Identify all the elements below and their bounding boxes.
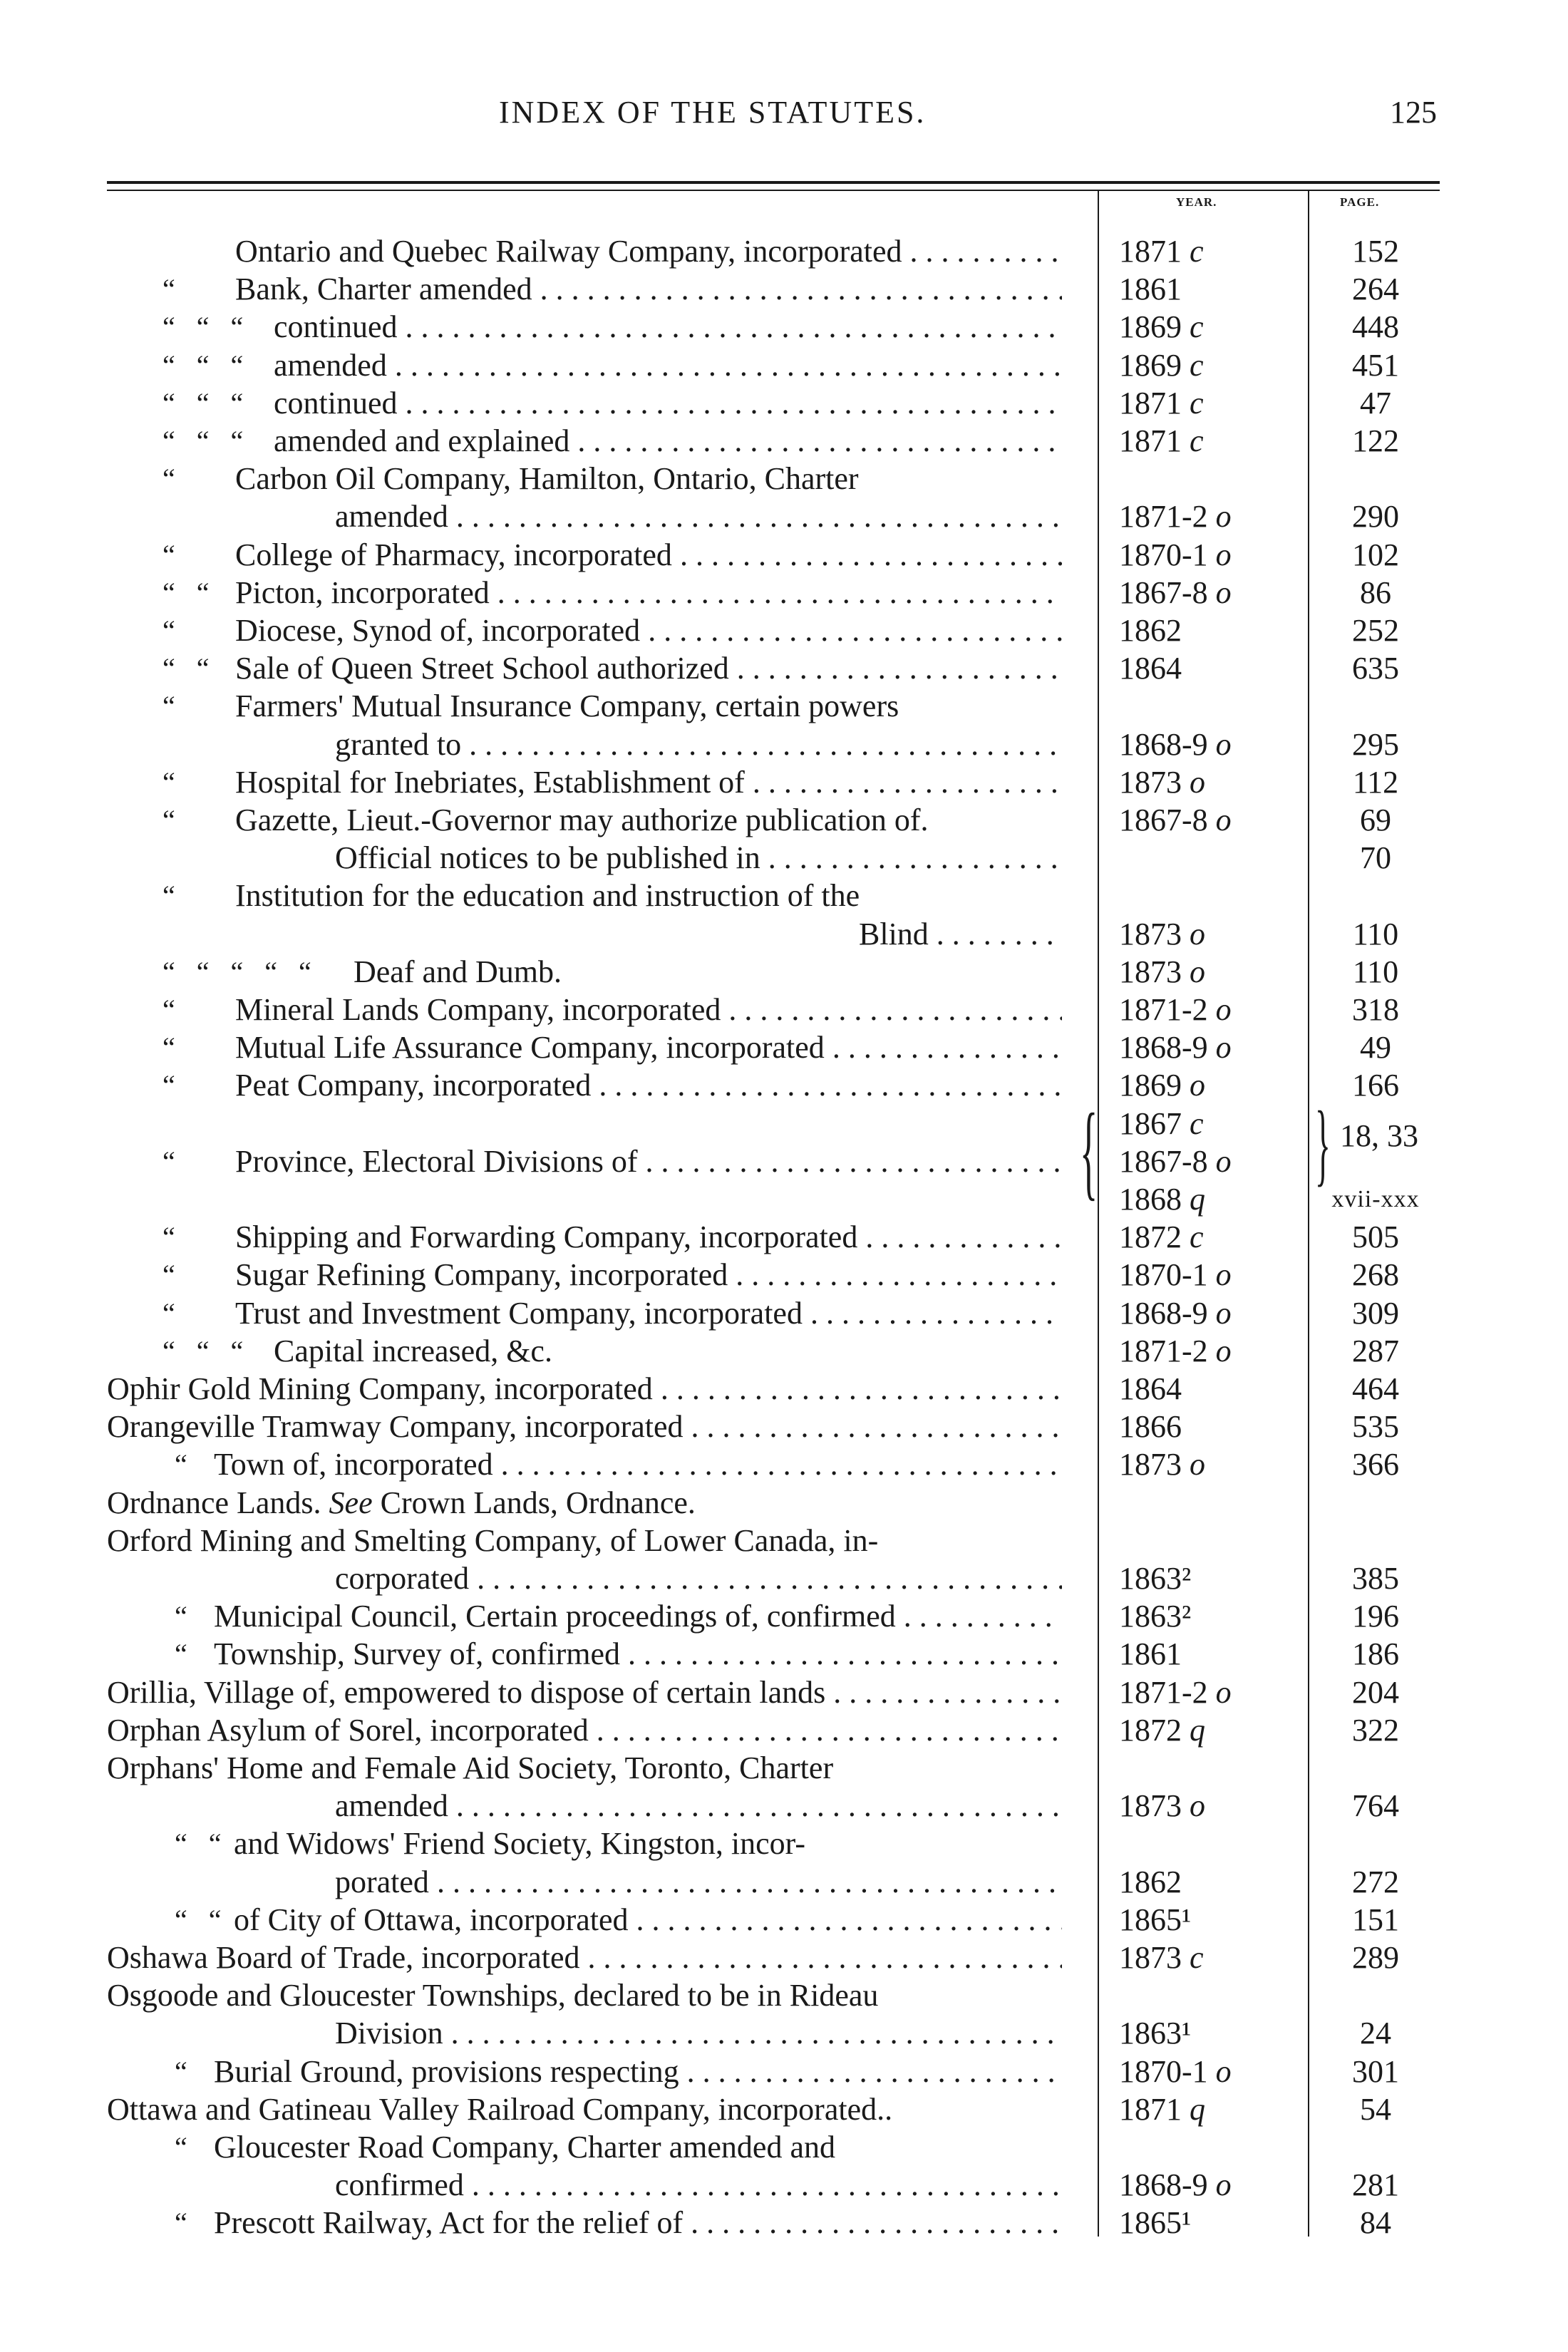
ditto-marks: “ — [163, 1259, 175, 1291]
entry-text: Oshawa Board of Trade, incorporated . . . — [107, 1939, 1062, 1977]
ditto-marks: “ — [163, 994, 175, 1026]
entry-page: 309 — [1352, 1296, 1399, 1331]
entry-text: Orillia, Village of, empowered to dispose of certain lands . . . — [107, 1673, 1062, 1712]
page-number: 125 — [1390, 95, 1437, 130]
index-entry — [0, 991, 1568, 1029]
entry-page: 49 — [1360, 1030, 1391, 1065]
entry-text: confirmed . . . — [335, 2166, 1062, 2204]
index-entry — [0, 1635, 1568, 1673]
entry-text: Burial Ground, provisions respecting . . . — [214, 2053, 1062, 2091]
entry-text: continued . . . — [274, 384, 1062, 423]
index-entry — [0, 763, 1568, 802]
index-entry — [0, 1559, 1568, 1598]
index-entry — [0, 308, 1568, 346]
entry-page: 84 — [1360, 2205, 1391, 2240]
entry-text: Blind . . . — [859, 915, 1062, 954]
index-entry — [0, 1711, 1568, 1750]
entry-year: 1868-9 o — [1119, 1296, 1232, 1331]
ditto-marks: “ — [163, 463, 175, 495]
index-entry — [0, 839, 1568, 877]
ditto-marks: “ “ “ — [163, 349, 244, 381]
entry-text: amended . . . — [335, 497, 1062, 536]
entry-year: 1873 o — [1119, 765, 1205, 800]
entry-text: corporated . . . — [335, 1559, 1062, 1598]
entry-text: Orangeville Tramway Company, incorporated . . . — [107, 1408, 1062, 1446]
entry-text: amended . . . — [335, 1787, 1062, 1825]
entry-page: 290 — [1352, 499, 1399, 534]
entry-text: Ophir Gold Mining Company, incorporated . . . — [107, 1370, 1062, 1408]
entry-text: of City of Ottawa, incorporated . . . — [234, 1901, 1062, 1939]
index-entry — [0, 1218, 1568, 1257]
index-entry — [0, 1484, 1568, 1522]
entry-text: Official notices to be published in . . . — [335, 839, 1062, 877]
ditto-marks: “ “ “ — [163, 425, 244, 457]
entry-text: Province, Electoral Divisions of . . . — [235, 1143, 1062, 1181]
page-title: INDEX OF THE STATUTES. — [499, 95, 927, 130]
entry-text: Capital increased, &c. — [274, 1334, 552, 1368]
entry-text: Orphan Asylum of Sorel, incorporated . . . — [107, 1711, 1062, 1750]
entry-page: 295 — [1352, 727, 1399, 762]
ditto-marks: “ — [175, 1638, 187, 1670]
index-entry — [0, 1976, 1568, 2015]
ditto-marks: “ — [163, 766, 175, 798]
entry-text: Trust and Investment Company, incorporated . . . — [235, 1294, 1062, 1333]
entry-text: continued . . . — [274, 308, 1062, 346]
index-entry — [0, 232, 1568, 271]
index-entry — [0, 1787, 1568, 1825]
entry-page: 110 — [1352, 917, 1399, 951]
entry-page: 47 — [1360, 386, 1391, 421]
index-entry — [0, 1370, 1568, 1408]
index-entry — [0, 1256, 1568, 1294]
index-entry — [0, 1408, 1568, 1446]
entry-year: 1868-9 o — [1119, 727, 1232, 762]
entry-text: Division . . . — [335, 2014, 1062, 2053]
entry-text: Town of, incorporated . . . — [214, 1445, 1062, 1484]
entry-text: Ottawa and Gatineau Valley Railroad Company, incorporated.. — [107, 2092, 893, 2127]
entry-year: 1871-2 o — [1119, 992, 1232, 1027]
index-entry — [0, 384, 1568, 423]
entry-page: 281 — [1352, 2167, 1399, 2202]
entry-text: and Widows' Friend Society, Kingston, incor- — [234, 1826, 806, 1861]
index-entry — [0, 346, 1568, 385]
ditto-marks: “ — [175, 2131, 187, 2163]
ditto-marks: “ — [163, 804, 175, 836]
entry-page: 451 — [1352, 348, 1399, 383]
ditto-marks: “ — [163, 1031, 175, 1063]
index-entry — [0, 1825, 1568, 1863]
ditto-marks: “ “ — [175, 1827, 222, 1860]
entry-page: 252 — [1352, 613, 1399, 648]
entry-text: granted to . . . — [335, 726, 1062, 764]
entry-year: 1872 c — [1119, 1219, 1204, 1254]
index-entry — [0, 1863, 1568, 1902]
entry-year: 1865¹ — [1119, 1902, 1192, 1937]
entry-page: 151 — [1352, 1902, 1399, 1937]
index-entry — [0, 1673, 1568, 1712]
entry-page: 268 — [1352, 1257, 1399, 1292]
entry-year: 1870-1 o — [1119, 537, 1232, 572]
entry-year: 1865¹ — [1119, 2205, 1192, 2240]
entry-text: Hospital for Inebriates, Establishment of . . . — [235, 763, 1062, 802]
index-entry — [0, 877, 1568, 915]
entry-year: 1863¹ — [1119, 2016, 1192, 2051]
entry-year: 1871-2 o — [1119, 1334, 1232, 1368]
entry-text: Bank, Charter amended . . . — [235, 270, 1062, 309]
entry-year: 1871 c — [1119, 423, 1204, 458]
entry-page: 264 — [1352, 272, 1399, 306]
entry-page: 24 — [1360, 2016, 1391, 2051]
page-column-header: PAGE. — [1340, 195, 1380, 209]
index-entry — [0, 2014, 1568, 2053]
entry-text: Gazette, Lieut.-Governor may authorize publication of. — [235, 803, 929, 837]
entry-year: 1870-1 o — [1119, 2054, 1232, 2089]
right-brace: } — [1315, 1093, 1331, 1195]
index-entry — [0, 687, 1568, 726]
index-entry — [0, 1522, 1568, 1560]
index-entry — [0, 536, 1568, 574]
entry-year: 1871-2 o — [1119, 499, 1232, 534]
entry-year: 1861 — [1119, 1636, 1182, 1671]
index-entry — [0, 649, 1568, 688]
entry-year: 1862 — [1119, 613, 1182, 648]
entry-page: 69 — [1360, 803, 1391, 837]
entry-year: 1871 c — [1119, 234, 1204, 269]
entry-text: Ontario and Quebec Railway Company, incorporated . . . — [235, 232, 1062, 271]
ditto-marks: “ — [163, 1145, 175, 1177]
entry-year: 1867-8 o — [1119, 803, 1232, 837]
entry-page: 70 — [1360, 840, 1391, 875]
entry-page: 186 — [1352, 1636, 1399, 1671]
ditto-marks: “ — [163, 1069, 175, 1101]
index-entry — [0, 1028, 1568, 1067]
index-entry — [0, 497, 1568, 536]
entry-page: 289 — [1352, 1940, 1399, 1975]
entry-page: 166 — [1352, 1068, 1399, 1103]
entry-year: 1871-2 o — [1119, 1675, 1232, 1710]
index-entry — [0, 1143, 1568, 1181]
entry-text: porated . . . — [335, 1863, 1062, 1902]
index-entry — [0, 915, 1568, 954]
entry-year: 1863² — [1119, 1599, 1192, 1634]
ditto-marks: “ — [163, 690, 175, 722]
entry-page: 385 — [1352, 1561, 1399, 1596]
index-entry — [0, 2166, 1568, 2204]
entry-year: 1868-9 o — [1119, 2167, 1232, 2202]
entry-page: 102 — [1352, 537, 1399, 572]
entry-page: 54 — [1360, 2092, 1391, 2127]
brace-page: 18, 33 — [1340, 1118, 1418, 1153]
index-entry — [0, 612, 1568, 650]
index-entry — [0, 1749, 1568, 1788]
entry-year: 1873 o — [1119, 1788, 1205, 1823]
ditto-marks: “ “ — [163, 652, 210, 684]
entry-text: Orphans' Home and Female Aid Society, Toronto, Charter — [107, 1750, 834, 1785]
entry-text: Deaf and Dumb. — [354, 954, 562, 989]
index-entry — [0, 2090, 1568, 2129]
index-entry — [0, 2128, 1568, 2167]
index-entry — [0, 460, 1568, 498]
ditto-marks: “ — [175, 1448, 187, 1480]
entry-year: 1869 c — [1119, 348, 1204, 383]
year-column-header: YEAR. — [1176, 195, 1217, 209]
entry-page: 448 — [1352, 309, 1399, 344]
index-entry — [0, 1105, 1568, 1143]
entry-text: Peat Company, incorporated . . . — [235, 1066, 1062, 1105]
entry-text: Orford Mining and Smelting Company, of Lower Canada, in- — [107, 1523, 879, 1558]
entry-page: 301 — [1352, 2054, 1399, 2089]
entry-page: 86 — [1360, 575, 1391, 610]
entry-page: 535 — [1352, 1409, 1399, 1444]
entry-page: 505 — [1352, 1219, 1399, 1254]
index-entry — [0, 1294, 1568, 1333]
entry-text: Sale of Queen Street School authorized . . . — [235, 649, 1062, 688]
ditto-marks: “ “ “ — [163, 387, 244, 419]
index-entry — [0, 1180, 1568, 1219]
index-entry — [0, 1066, 1568, 1105]
entry-year: 1869 c — [1119, 309, 1204, 344]
ditto-marks: “ “ — [163, 577, 210, 609]
entry-year: 1872 q — [1119, 1713, 1205, 1748]
entry-year: 1873 o — [1119, 954, 1205, 989]
ditto-marks: “ — [163, 1221, 175, 1253]
index-entry — [0, 422, 1568, 460]
entry-page: 152 — [1352, 234, 1399, 269]
entry-year: 1861 — [1119, 272, 1182, 306]
index-entry — [0, 1597, 1568, 1636]
entry-text: College of Pharmacy, incorporated . . . — [235, 536, 1062, 574]
entry-page: 272 — [1352, 1864, 1399, 1899]
ditto-marks: “ — [163, 273, 175, 305]
entry-year: 1871 c — [1119, 386, 1204, 421]
entry-year: 1867 c — [1119, 1106, 1204, 1141]
entry-text: amended . . . — [274, 346, 1062, 385]
left-brace: { — [1080, 1092, 1098, 1210]
entry-text: Prescott Railway, Act for the relief of . . . — [214, 2204, 1062, 2242]
index-entry — [0, 953, 1568, 991]
ditto-marks: “ — [163, 1297, 175, 1329]
entry-year: 1863² — [1119, 1561, 1192, 1596]
entry-page: 464 — [1352, 1371, 1399, 1406]
header-rule-thin — [107, 190, 1440, 191]
entry-year: 1873 c — [1119, 1940, 1204, 1975]
entry-page: 764 — [1352, 1788, 1399, 1823]
entry-page: 112 — [1352, 765, 1399, 800]
entry-page: 318 — [1352, 992, 1399, 1027]
index-entry — [0, 270, 1568, 309]
entry-year: 1864 — [1119, 651, 1182, 686]
entry-text: Mutual Life Assurance Company, incorporated . . . — [235, 1028, 1062, 1067]
ditto-marks: “ “ “ — [163, 1335, 244, 1367]
entry-text: Osgoode and Gloucester Townships, declared to be in Rideau — [107, 1978, 879, 2013]
entry-text: Shipping and Forwarding Company, incorporated . . . — [235, 1218, 1062, 1257]
index-entry — [0, 801, 1568, 840]
index-entry — [0, 1939, 1568, 1977]
entry-year: 1869 o — [1119, 1068, 1205, 1103]
entry-year: 1873 o — [1119, 1447, 1205, 1482]
entry-year: 1870-1 o — [1119, 1257, 1232, 1292]
index-entry — [0, 1901, 1568, 1939]
entry-text: Carbon Oil Company, Hamilton, Ontario, Charter — [235, 461, 859, 496]
entry-text: Diocese, Synod of, incorporated . . . — [235, 612, 1062, 650]
index-entry — [0, 2204, 1568, 2242]
entry-page: 122 — [1352, 423, 1399, 458]
entry-page: 322 — [1352, 1713, 1399, 1748]
entry-text: Sugar Refining Company, incorporated . . . — [235, 1256, 1062, 1294]
entry-page: 110 — [1352, 954, 1399, 989]
entry-page: 366 — [1352, 1447, 1399, 1482]
entry-text: Ordnance Lands. See Crown Lands, Ordnance. — [107, 1485, 696, 1520]
entry-text: amended and explained . . . — [274, 422, 1062, 460]
entry-page: 196 — [1352, 1599, 1399, 1634]
ditto-marks: “ “ “ “ “ — [163, 956, 311, 988]
entry-year: 1868-9 o — [1119, 1030, 1232, 1065]
ditto-marks: “ — [163, 880, 175, 912]
ditto-marks: “ — [175, 1600, 187, 1632]
entry-text: Farmers' Mutual Insurance Company, certain powers — [235, 688, 899, 723]
entry-page: xvii-xxx — [1331, 1186, 1420, 1212]
entry-year: 1873 o — [1119, 917, 1205, 951]
entry-year: 1866 — [1119, 1409, 1182, 1444]
index-entry — [0, 574, 1568, 612]
ditto-marks: “ — [163, 614, 175, 646]
entry-text: Municipal Council, Certain proceedings of, confirmed . . . — [214, 1597, 1062, 1636]
entry-text: Picton, incorporated . . . — [235, 574, 1062, 612]
entry-page: 287 — [1352, 1334, 1399, 1368]
entry-text: Institution for the education and instruction of the — [235, 878, 860, 913]
entry-year: 1871 q — [1119, 2092, 1205, 2127]
entry-page: 204 — [1352, 1675, 1399, 1710]
index-entry — [0, 726, 1568, 764]
ditto-marks: “ — [175, 2207, 187, 2239]
entry-text: Mineral Lands Company, incorporated . . . — [235, 991, 1062, 1029]
entry-year: 1867-8 o — [1119, 575, 1232, 610]
ditto-marks: “ — [175, 2056, 187, 2088]
entry-page: 635 — [1352, 651, 1399, 686]
entry-year: 1867-8 o — [1119, 1144, 1232, 1179]
header-rule-thick — [107, 181, 1440, 184]
ditto-marks: “ — [163, 539, 175, 571]
index-entry — [0, 1332, 1568, 1371]
ditto-marks: “ “ — [175, 1904, 222, 1936]
index-entry — [0, 2053, 1568, 2091]
ditto-marks: “ “ “ — [163, 311, 244, 343]
index-entry — [0, 1445, 1568, 1484]
entry-year: 1862 — [1119, 1864, 1182, 1899]
entry-text: Gloucester Road Company, Charter amended and — [214, 2130, 835, 2165]
entry-year: 1868 q — [1119, 1182, 1205, 1217]
entry-text: Township, Survey of, confirmed . . . — [214, 1635, 1062, 1673]
entry-year: 1864 — [1119, 1371, 1182, 1406]
